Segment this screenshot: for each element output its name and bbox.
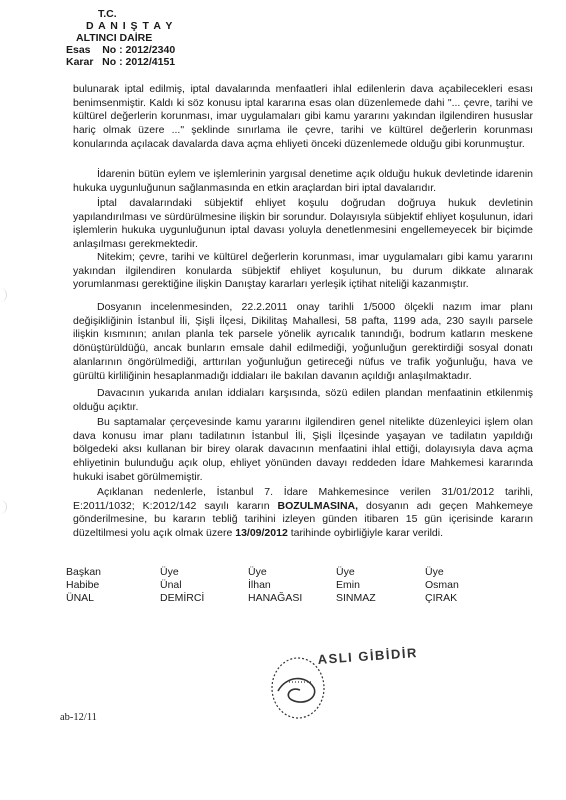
paragraph-4: Nitekim; çevre, tarihi ve kültürel değerlerin korunması, imar uygulamaları gibi kamu yararını yakından ilgilendiren konularda sübjektif ehliyet koşulunun, bu durum dikkate alınarak yorumlanması gerektiğine ilişkin Danıştay kararları yerleşik içtihat niteliği kazanmıştır. [73, 251, 533, 291]
decision-text-1: Açıklanan nedenlerle, İstanbul 7. İdare Mahkemesince verilen 31/01/2012 tarihli, E:2011/1032; K:2012/142 sayılı kararın [73, 486, 533, 512]
signature-role: Üye [336, 566, 355, 578]
signature-first-name: Ünal [160, 579, 182, 591]
stamp-graphic [256, 636, 416, 726]
signature-block-4 [336, 566, 376, 605]
decision-text-2: dosyanın adı geçen Mahkemeye gönderilmesine, bu kararın tebliğ tarihini izleyen günden itibaren 15 gün içerisinde kararın düzeltilmesi yolu açık olmak üzere [73, 499, 534, 540]
footer-code: ab-12/11 [60, 712, 97, 723]
signature-block-3 [248, 566, 302, 605]
decision-text-3: tarihinde oybirliğiyle karar verildi. [287, 527, 444, 540]
paragraph-2: İdarenin bütün eylem ve işlemlerinin yargısal denetime açık olduğu hukuk devletinde idarenin hukuka uygunluğunun sağlanmasında en etkin araçlardan biri iptal davalarıdır. [73, 168, 533, 194]
decision-date: 13/09/2012 [235, 527, 288, 540]
signature-block-2 [160, 566, 204, 605]
signature-last-name: DEMİRCİ [160, 592, 205, 604]
header-esas: Esas No : 2012/2340 [66, 44, 176, 56]
signature-last-name: HANAĞASI [248, 592, 303, 604]
document-header [66, 8, 175, 68]
signature-role: Üye [248, 566, 267, 578]
signature-last-name: ÜNAL [66, 592, 95, 604]
signature-role: Üye [160, 566, 179, 578]
signature-first-name: İlhan [248, 579, 271, 591]
paragraph-7: Bu saptamalar çerçevesinde kamu yararını ilgilendiren genel nitelikte düzenleyici işlem olan dava konusu imar planı tadilatının İstanbul İli, Şişli İlçesinde yaşayan ve tadilatın yapıldığı bölgedeki aksı kullanan bir birey olarak davacının menfaatini ihlal ettiği, dolayısıyla dava açma ehliyetinin bulunduğu açık olup, ehliyet yönünden davayı reddeden İdare Mahkemesi kararında hukuki isabet görülmemiştir. [73, 416, 533, 483]
decision-paragraph [73, 486, 533, 541]
header-chamber: ALTINCI DAİRE [76, 32, 153, 44]
signature-first-name: Habibe [66, 579, 100, 591]
header-karar: Karar No : 2012/4151 [66, 56, 176, 68]
signature-first-name: Emin [336, 579, 360, 591]
signature-last-name: ÇIRAK [425, 592, 458, 604]
paragraph-3: İptal davalarındaki sübjektif ehliyet koşulu doğrudan doğruya hukuk devletinin yapılandırılması ve sürdürülmesine ilişkin bir sorundur. Dolayısıyla sübjektif ehliyet koşulunun, idari işlemlerin hukuka uygunluğunun iptal davası yoluyla denetlenmesini engellemeyecek bir biçimde anlaşılması gerekmektedir. [73, 197, 533, 251]
paragraph-1: bulunarak iptal edilmiş, iptal davalarında menfaatleri ihlal edilenlerin dava açabilecekleri esası benimsenmiştir. Kaldı ki söz konusu iptal kararına esas olan düzenlemede dahi "... çevre, tarihi ve kültürel değerlerin korunması, imar uygulamaları gibi kamu yararını yakından ilgilendiren hususlar hariç olmak üzere ..." şeklinde sınırlama ile çevre, tarihi ve kültürel değerlerin korunması konularında açılacak davalarda dava açma ehliyeti önceki düzenlemede olduğu gibi korunmuştur. [73, 83, 533, 150]
signature-block-1 [66, 566, 101, 605]
decision-verdict: BOZULMASINA, [277, 499, 359, 512]
header-court: D A N I Ş T A Y [86, 20, 174, 32]
paragraph-6: Davacının yukarıda anılan iddiaları karşısında, sözü edilen plandan menfaatinin etkilenmiş olduğu açıktır. [73, 387, 533, 413]
stamp-text: ASLI GİBİDİR [317, 645, 416, 667]
paragraph-5: Dosyanın incelenmesinden, 22.2.2011 onay tarihli 1/5000 ölçekli nazım imar planı değişikliğinin İstanbul İli, Şişli İlçesi, Dikilitaş Mahallesi, 58 pafta, 1199 ada, 230 sayılı parsele ilişkin kısmının; anılan planla tek parsele yönelik ayrıcalık tanındığı, bodrum katların meskene dönüştürüldüğü, ancak bunların emsale dahil edilmediği, yoğunluğun gerektirdiği sosyal donatı alanlarının öngörülmediği, arttırılan yoğunluğun getireceği nüfus ve trafik yoğunluğu, hava ve gürültü kirliliğinin hesaplanmadığı iddiaları ile bakılan davanın açıldığı anlaşılmaktadır. [73, 301, 533, 382]
header-tc: T.C. [98, 8, 117, 20]
signature-role: Üye [425, 566, 444, 578]
signature-last-name: SINMAZ [336, 592, 376, 604]
signature-first-name: Osman [425, 579, 459, 591]
signature-block-5 [425, 566, 459, 605]
certified-copy-stamp [256, 636, 416, 726]
punch-hole-bottom [0, 500, 7, 514]
punch-hole-top [0, 288, 7, 302]
signature-role: Başkan [66, 566, 102, 578]
